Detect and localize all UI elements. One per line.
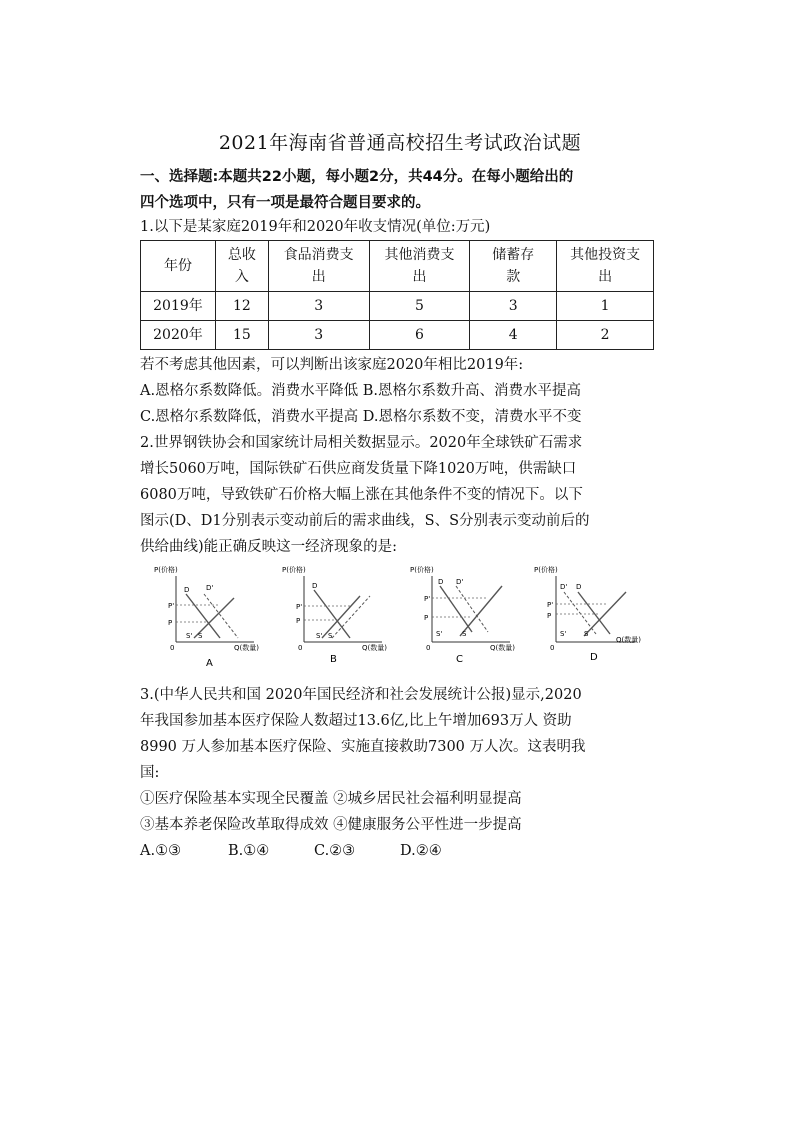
chart-a-mark: D'	[206, 584, 214, 592]
chart-b	[278, 562, 398, 672]
q1-question: 若不考虑其他因素，可以判断出该家庭2020年相比2019年:	[140, 357, 524, 373]
table-header-row	[141, 241, 654, 292]
chart-a-mark: D	[184, 586, 190, 594]
chart-c-x-axis-label: Q(数量)	[490, 644, 515, 652]
chart-a-y-axis-label: P(价格)	[154, 566, 178, 574]
q3-option-a: A.①③	[140, 843, 182, 859]
q1-stem: 1.以下是某家庭2019年和2020年收支情况(单位:万元)	[140, 219, 491, 235]
table-cell: 2	[557, 321, 654, 350]
chart-c-mark: D	[438, 578, 444, 586]
chart-a-mark: S	[198, 632, 203, 640]
q2-line-1: 2.世界钢铁协会和国家统计局相关数据显示。2020年全球铁矿石需求	[140, 435, 583, 451]
q3-line-2: 年我国参加基本医疗保险人数超过13.6亿,比上午增加693万人 资助	[140, 713, 572, 729]
q3-option-b: B.①④	[228, 843, 270, 859]
chart-c-mark: D'	[456, 578, 464, 586]
q2-line-2: 增长5060万吨，国际铁矿石供应商发货量下降1020万吨，供需缺口	[140, 461, 577, 477]
q3-line-1: 3.(中华人民共和国 2020年国民经济和社会发展统计公报)显示,2020	[140, 687, 582, 703]
q3-option-c: C.②③	[314, 843, 356, 859]
q2-line-5: 供给曲线)能正确反映这一经济现象的是:	[140, 539, 398, 555]
chart-d-mark: D	[576, 583, 582, 591]
page-title: 2021年海南省普通高校招生考试政治试题	[218, 132, 582, 154]
table-cell: 3	[470, 292, 557, 321]
q3-statements-line-1: ①医疗保险基本实现全民覆盖 ②城乡居民社会福利明显提高	[140, 791, 522, 807]
supply-demand-charts	[150, 562, 650, 672]
chart-b-mark: P	[296, 617, 301, 625]
table-cell: 12	[215, 292, 268, 321]
chart-b-y-axis-label: P(价格)	[282, 566, 306, 574]
chart-d-origin: 0	[550, 644, 555, 652]
chart-b-origin: 0	[298, 644, 303, 652]
table-cell: 4	[470, 321, 557, 350]
chart-d-mark: P'	[547, 601, 554, 609]
chart-a-label: A	[206, 658, 213, 669]
q1-options-line-2: C.恩格尔系数降低，消费水平提高 D.恩格尔系数不变，清费水平不变	[140, 409, 582, 425]
table-cell: 3	[268, 321, 369, 350]
chart-a-origin: 0	[170, 644, 175, 652]
chart-c-y-axis-label: P(价格)	[410, 566, 434, 574]
header-savings: 储蓄存 款	[470, 241, 557, 292]
chart-a-x-axis-label: Q(数量)	[234, 644, 259, 652]
header-food-spending: 食品消费支 出	[268, 241, 369, 292]
table-cell: 6	[369, 321, 470, 350]
q3-option-d: D.②④	[400, 843, 442, 859]
chart-d-mark: D'	[560, 583, 568, 591]
chart-b-mark: S'	[316, 632, 323, 640]
q2-line-3: 6080万吨，导致铁矿石价格大幅上涨在其他条件不变的情况下。以下	[140, 487, 583, 503]
chart-d-y-axis-label: P(价格)	[534, 566, 558, 574]
header-year: 年份	[141, 241, 216, 292]
chart-b-mark: D	[312, 582, 318, 590]
table-cell: 1	[557, 292, 654, 321]
chart-a	[150, 562, 270, 672]
chart-b-label: B	[330, 654, 337, 665]
chart-c-label: C	[456, 654, 463, 665]
chart-a-mark: S'	[186, 632, 193, 640]
header-investment: 其他投资支 出	[557, 241, 654, 292]
chart-b-mark: P'	[296, 603, 303, 611]
table-cell: 2020年	[141, 321, 216, 350]
chart-d	[530, 562, 650, 672]
q1-options-line-1: A.恩格尔系数降低。消费水平降低 B.恩格尔系数升高、消费水平提高	[140, 383, 581, 399]
chart-c-origin: 0	[426, 644, 431, 652]
table-cell: 2019年	[141, 292, 216, 321]
section-heading-line-2: 四个选项中，只有一项是最符合题目要求的。	[140, 195, 430, 211]
q3-statements-line-2: ③基本养老保险改革取得成效 ④健康服务公平性进一步提高	[140, 817, 522, 833]
chart-b-mark: S	[328, 632, 333, 640]
header-other-spending: 其他消费支 出	[369, 241, 470, 292]
chart-d-mark: S	[584, 630, 589, 638]
chart-c-mark: S	[462, 630, 467, 638]
chart-c-mark: P	[424, 614, 429, 622]
chart-a-mark: P'	[168, 602, 175, 610]
q3-line-3: 8990 万人参加基本医疗保险、实施直接救助7300 万人次。这表明我	[140, 739, 586, 755]
chart-d-x-axis-label: Q(数量)	[616, 636, 641, 644]
section-heading-line-1: 一、选择题:本题共22小题，每小题2分，共44分。在每小题给出的	[140, 169, 574, 185]
chart-a-mark: P	[168, 619, 173, 627]
chart-d-label: D	[590, 652, 598, 663]
income-expense-table	[140, 240, 654, 350]
header-total-income: 总收 入	[215, 241, 268, 292]
table-cell: 5	[369, 292, 470, 321]
table-cell: 15	[215, 321, 268, 350]
chart-c-mark: S'	[436, 630, 443, 638]
q2-line-4: 图示(D、D1分别表示变动前后的需求曲线，S、S分别表示变动前后的	[140, 513, 590, 529]
chart-d-mark: S'	[560, 630, 567, 638]
q3-line-4: 国:	[140, 765, 160, 781]
chart-c	[406, 562, 526, 672]
table-row	[141, 292, 654, 321]
chart-d-mark: P	[547, 612, 552, 620]
chart-c-mark: P'	[424, 595, 431, 603]
q3-options	[140, 838, 660, 864]
table-row	[141, 321, 654, 350]
chart-b-x-axis-label: Q(数量)	[362, 644, 387, 652]
table-cell: 3	[268, 292, 369, 321]
